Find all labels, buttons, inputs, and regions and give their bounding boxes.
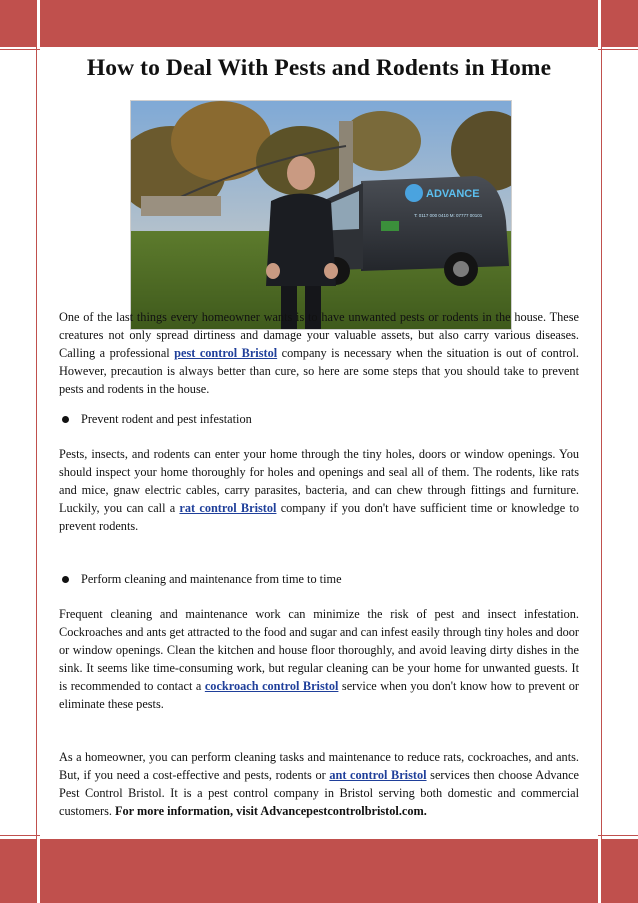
page-title: How to Deal With Pests and Rodents in Home [86,55,552,81]
intro-paragraph [59,308,579,398]
van-logo-text: ADVANCE [426,188,480,200]
rat-control-link[interactable]: rat control Bristol [179,501,277,515]
bottom-border-band [0,839,638,903]
paragraph-text: Frequent cleaning and maintenance work can minimize the risk of pest and insect infestation. Cockroaches and ants get attracted to the food and sugar and can infest easily through tiny holes and door or window openings. Clean the kitchen and house floor thoroughly, and avoid leaving dirty dishes in the sink. It seems like time-consuming work, but regular cleaning can be your home for unwanted guests. It is recommended to contact a [59,607,579,693]
photo-illustration [131,101,511,329]
intro-text: company is necessary when the situation is out of control. However, precaution is always better than cure, so here are some steps that you should take to prevent pests and rodents in the house. [59,346,579,396]
paragraph-text: As a homeowner, you can perform cleaning tasks and maintenance to reduce rats, cockroaches, and ants. But, if you need a cost-effective and pests, rodents or [59,750,579,782]
border-line [601,0,602,903]
bullet-item [59,410,579,428]
article-body [59,308,579,820]
van-phone-text: T: 0117 000 0410 M: 07777 00101 [414,213,483,218]
paragraph-text: company if you don't have sufficient time or knowledge to prevent rodents. [59,501,579,533]
bullet-text: Prevent rodent and pest infestation [81,412,252,426]
paragraph-text: service when you don't know how to prevent or eliminate these pests. [59,679,579,711]
hero-photo [130,100,512,330]
pest-control-link[interactable]: pest control Bristol [174,346,278,360]
bullet-item [59,570,579,588]
bullet-icon [62,416,69,423]
cleaning-paragraph [59,605,579,713]
cockroach-control-link[interactable]: cockroach control Bristol [204,679,339,693]
ant-control-link[interactable]: ant control Bristol [329,768,427,782]
paragraph-text: services then choose Advance Pest Control Bristol. It is a pest control company in Bristol serving both domestic and commercial customers. [59,768,580,818]
contact-info: For more information, visit Advancepestcontrolbristol.com. [115,804,427,818]
border-line [36,0,37,903]
paragraph-text: Pests, insects, and rodents can enter your home through the tiny holes, doors or window openings. You should inspect your home thoroughly for holes and openings and seal all of them. The rodents, like rats and mice, gnaw electric cables, carry parasites, bacteria, and can chew through fittings and furniture. Luckily, you can call a [59,447,579,515]
document-page [40,47,598,839]
bullet-text: Perform cleaning and maintenance from time to time [81,572,342,586]
top-border-band [0,0,638,47]
intro-text: One of the last things every homeowner wants is to have unwanted pests or rodents in the house. These creatures not only spread dirtiness and damage your valuable assets, but also carry various diseases. Calling a professional [59,310,579,360]
bullet-icon [62,576,69,583]
prevention-paragraph [59,445,579,535]
closing-paragraph [59,748,579,820]
